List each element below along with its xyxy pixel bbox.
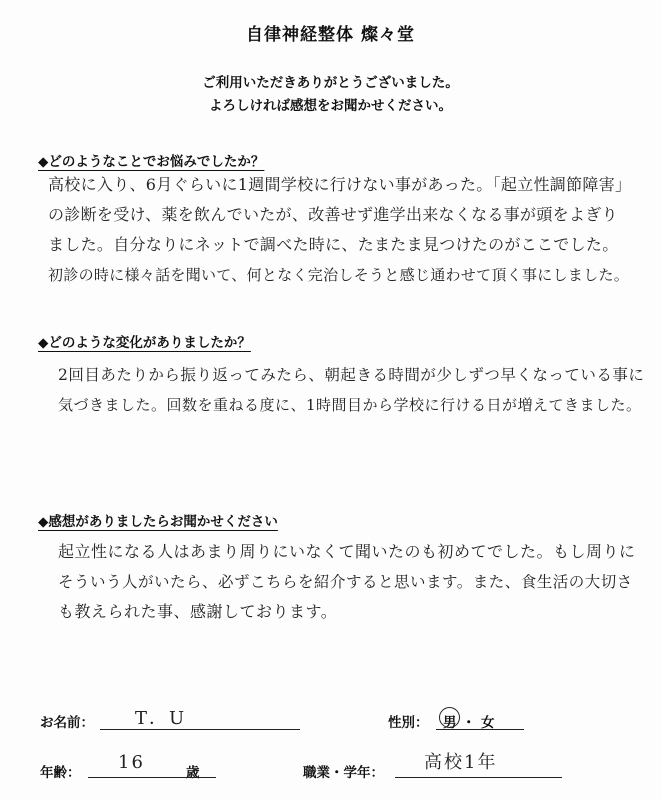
age-label: 年齢： <box>40 765 81 781</box>
name-value: T．U <box>135 708 187 729</box>
occupation-label: 職業・学年： <box>303 765 384 781</box>
answer-concerns <box>48 170 631 290</box>
occupation-value: 高校1年 <box>424 752 498 773</box>
intro-message <box>0 72 661 118</box>
gender-label: 性別： <box>388 715 429 731</box>
clinic-title: 自律神経整体 燦々堂 <box>246 25 415 45</box>
gender-option-male: 男 <box>443 715 457 731</box>
answer-line: も教えられた事、感謝しております。 <box>58 602 338 621</box>
intro-line-1: ご利用いただきありがとうございました。 <box>202 75 459 91</box>
answer-impressions <box>58 537 636 627</box>
name-label: お名前： <box>40 715 94 731</box>
age-underline <box>88 777 216 778</box>
question-concerns: ◆どのようなことでお悩みでしたか？ <box>38 154 265 170</box>
gender-option-female: 女 <box>481 715 495 731</box>
name-underline <box>100 729 300 730</box>
intro-line-2: よろしければ感想をお聞かせください。 <box>209 98 452 114</box>
gender-separator: ・ <box>462 715 476 731</box>
gender-underline <box>436 729 524 730</box>
age-value: 16 <box>118 752 145 773</box>
answer-line: 起立性になる人はあまり周りにいなくて聞いたのも初めてでした。もし周りに <box>58 542 636 561</box>
answer-line: 高校に入り、6月ぐらいに1週間学校に行けない事があった。「起立性調節障害」 <box>48 175 632 194</box>
answer-line: 2回目あたりから振り返ってみたら、朝起きる時間が少しずつ早くなっている事に <box>58 366 645 384</box>
answer-line: 初診の時に様々話を聞いて、何となく完治しそうと感じ通わせて頂く事にしました。 <box>48 266 630 284</box>
answer-line: の診断を受け、薬を飲んでいたが、改善せず進学出来なくなる事が頭をよぎり <box>48 205 618 224</box>
occupation-underline <box>395 777 562 778</box>
answer-line: そういう人がいたら、必ずこちらを紹介すると思います。また、食生活の大切さ <box>58 573 633 591</box>
answer-line: ました。自分なりにネットで調べた時に、たまたま見つけたのがここでした。 <box>48 235 619 254</box>
question-impressions: ◆感想がありましたらお聞かせください <box>38 514 278 530</box>
age-unit: 歳 <box>186 765 200 781</box>
answer-line: 気づきました。回数を重ねる度に、1時間目から学校に行ける日が増えてきました。 <box>58 396 642 414</box>
answer-changes <box>58 360 644 420</box>
question-changes: ◆どのような変化がありましたか？ <box>38 335 251 351</box>
